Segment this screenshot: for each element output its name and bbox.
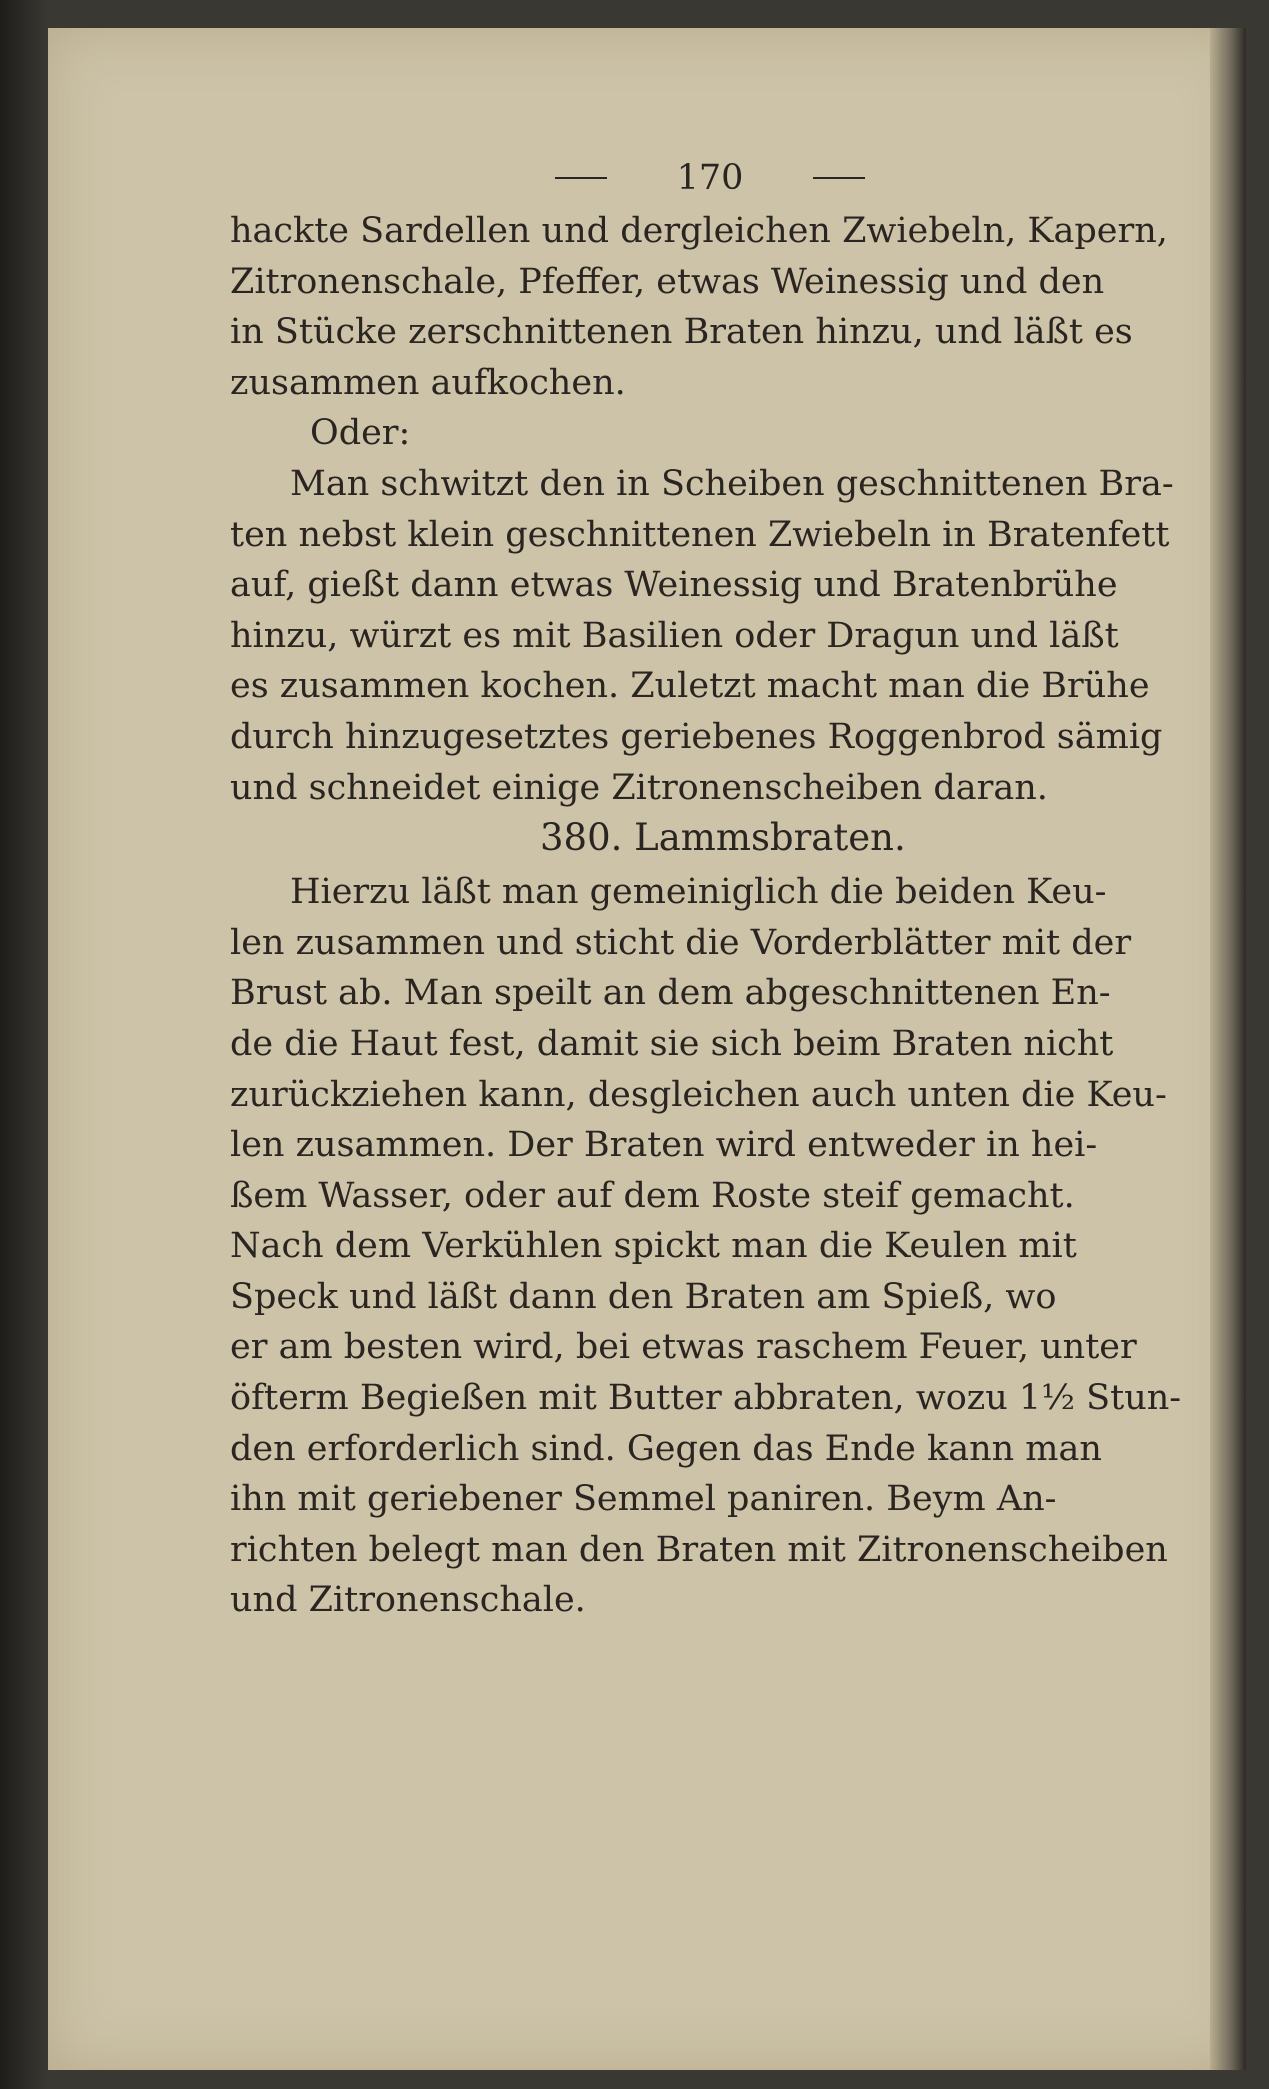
text-line: Hierzu läßt man gemeiniglich die beiden Keu- [290, 872, 1107, 913]
scan-left-edge [0, 0, 48, 2089]
page-header [260, 150, 1160, 206]
text-line: und schneidet einige Zitronenscheiben daran. [230, 767, 1048, 808]
page-text [230, 150, 1190, 1626]
text-line: de die Haut fest, damit sie sich beim Braten nicht [230, 1023, 1114, 1064]
text-line: und Zitronenschale. [230, 1580, 586, 1621]
text-line: len zusammen. Der Braten wird entweder in hei- [230, 1125, 1098, 1166]
text-line: ßem Wasser, oder auf dem Roste steif gemacht. [230, 1175, 1075, 1216]
text-line: auf, gießt dann etwas Weinessig und Bratenbrühe [230, 565, 1118, 606]
text-line: richten belegt man den Braten mit Zitronenscheiben [230, 1529, 1168, 1570]
page-gutter [1210, 28, 1246, 2070]
text-line: Man schwitzt den in Scheiben geschnittenen Bra- [290, 463, 1174, 504]
text-line: den erforderlich sind. Gegen das Ende kann man [230, 1428, 1102, 1469]
text-line: es zusammen kochen. Zuletzt macht man die Brühe [230, 666, 1150, 707]
page-number: 170 [676, 157, 744, 198]
text-line: er am besten wird, bei etwas raschem Feuer, unter [230, 1327, 1137, 1368]
text-line: Nach dem Verkühlen spickt man die Keulen mit [230, 1226, 1077, 1267]
text-line: Brust ab. Man speilt an dem abgeschnittenen En- [230, 973, 1111, 1014]
text-line: len zusammen und sticht die Vorderblätter mit der [230, 922, 1132, 963]
text-line: in Stücke zerschnittenen Braten hinzu, und läßt es [230, 312, 1133, 353]
header-dash-right [813, 177, 865, 179]
section-heading: 380. Lammsbraten. [540, 816, 906, 860]
text-line: zurückziehen kann, desgleichen auch unten die Keu- [230, 1074, 1167, 1115]
text-line: zusammen aufkochen. [230, 362, 626, 403]
text-line: durch hinzugesetztes geriebenes Roggenbrod sämig [230, 716, 1163, 757]
text-line: hinzu, würzt es mit Basilien oder Dragun und läßt [230, 615, 1119, 656]
text-line: ihn mit geriebener Semmel paniren. Beym An- [230, 1479, 1057, 1520]
text-line: ten nebst klein geschnittenen Zwiebeln in Bratenfett [230, 514, 1170, 555]
text-line: öfterm Begießen mit Butter abbraten, wozu 1½ Stun- [230, 1378, 1182, 1419]
header-dash-left [555, 177, 607, 179]
text-line: Zitronenschale, Pfeffer, etwas Weinessig und den [230, 261, 1105, 302]
text-line: hackte Sardellen und dergleichen Zwiebeln, Kapern, [230, 211, 1168, 251]
text-line: Speck und läßt dann den Braten am Spieß, wo [230, 1276, 1057, 1317]
text-line-oder: Oder: [310, 413, 411, 454]
